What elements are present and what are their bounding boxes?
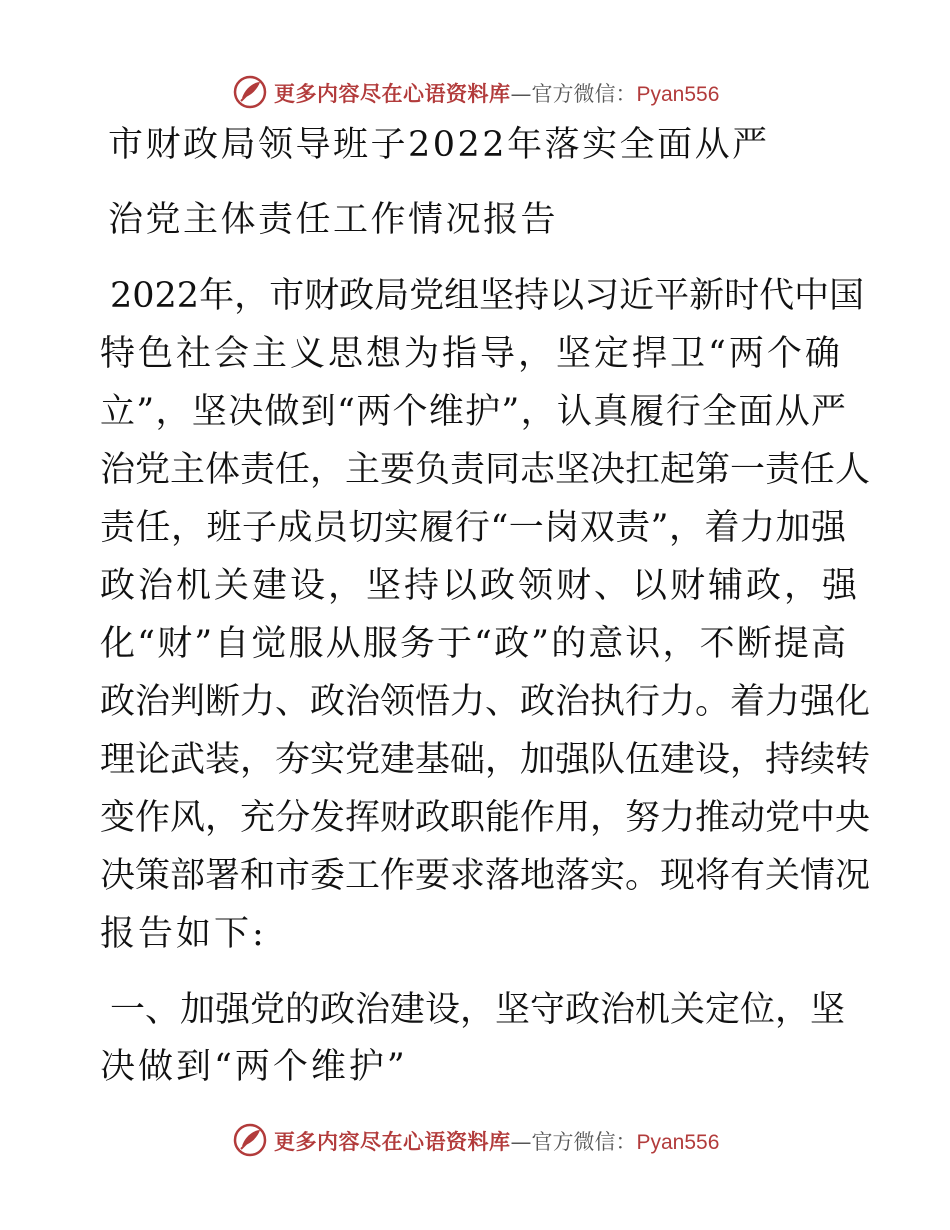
section-heading-line-1: 一、加强党的政治建设，坚守政治机关定位，坚 (110, 990, 846, 1030)
document-title-line-1: 市财政局领导班子2022年落实全面从严 (108, 125, 770, 165)
watermark-wechat-id: Pyan556 (636, 1131, 720, 1154)
paragraph-line-5: 责任，班子成员切实履行“一岗双责”，着力加强 (100, 508, 846, 548)
paragraph-line-8: 政治判断力、政治领悟力、政治执行力。着力强化 (100, 682, 871, 722)
leaf-pen-logo-icon (232, 74, 268, 110)
paragraph-line-10: 变作风，充分发挥财政职能作用，努力推动党中央 (100, 798, 871, 838)
watermark-separator: — (510, 1130, 532, 1154)
paragraph-line-1: 2022年，市财政局党组坚持以习近平新时代中国 (110, 276, 865, 316)
watermark-site-text: 更多内容尽在心语资料库 (274, 82, 511, 106)
document-title-line-2: 治党主体责任工作情况报告 (108, 200, 559, 240)
watermark-separator: — (510, 82, 532, 106)
watermark-wechat-label: 官方微信： (531, 82, 637, 106)
paragraph-line-9: 理论武装，夯实党建基础，加强队伍建设，持续转 (100, 740, 871, 780)
paragraph-line-4: 治党主体责任，主要负责同志坚决扛起第一责任人 (100, 450, 871, 490)
paragraph-line-3: 立”，坚决做到“两个维护”，认真履行全面从严 (100, 392, 846, 432)
paragraph-line-11: 决策部署和市委工作要求落地落实。现将有关情况 (100, 856, 871, 896)
watermark-banner-bottom (0, 1118, 950, 1162)
paragraph-line-12: 报告如下: (100, 914, 267, 954)
paragraph-line-6: 政治机关建设，坚持以政领财、以财辅政，强 (100, 566, 861, 606)
watermark-banner-top (0, 70, 950, 114)
paragraph-line-2: 特色社会主义思想为指导，坚定捍卫“两个确 (100, 334, 843, 374)
section-heading-line-2: 决做到“两个维护” (100, 1047, 408, 1087)
paragraph-line-7: 化“财”自觉服从服务于“政”的意识，不断提高 (100, 624, 846, 664)
leaf-pen-logo-icon (232, 1122, 268, 1158)
watermark-wechat-id: Pyan556 (636, 83, 720, 106)
watermark-site-text: 更多内容尽在心语资料库 (274, 1130, 511, 1154)
watermark-wechat-label: 官方微信： (531, 1130, 637, 1154)
